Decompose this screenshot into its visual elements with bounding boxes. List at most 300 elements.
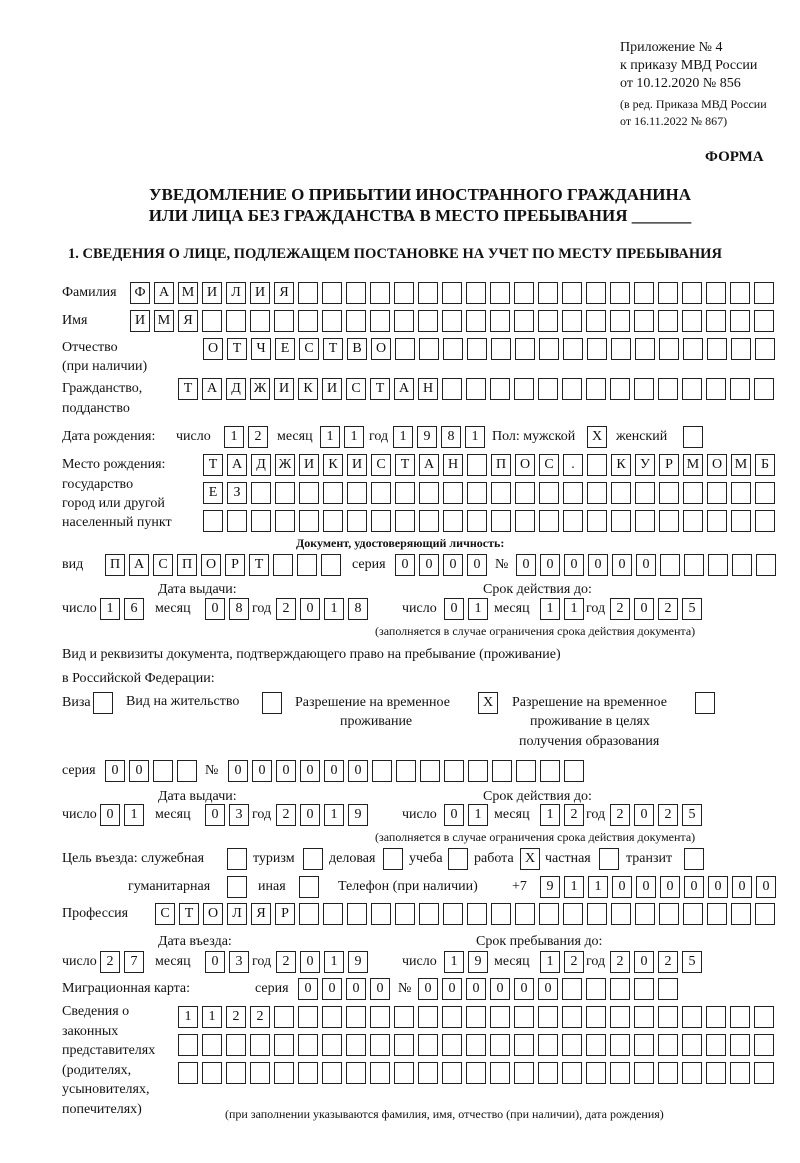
char-cell[interactable] — [754, 378, 774, 400]
char-cell[interactable]: 0 — [105, 760, 125, 782]
char-cell[interactable] — [755, 510, 775, 532]
char-cell[interactable]: 0 — [370, 978, 390, 1000]
char-cell[interactable]: З — [227, 482, 247, 504]
char-cell[interactable]: 1 — [468, 598, 488, 620]
char-cell[interactable] — [658, 1006, 678, 1028]
char-cell[interactable] — [514, 310, 534, 332]
char-cell[interactable] — [731, 510, 751, 532]
char-cell[interactable] — [586, 282, 606, 304]
char-cell[interactable] — [395, 338, 415, 360]
char-cell[interactable]: И — [130, 310, 150, 332]
char-cell[interactable]: 0 — [100, 804, 120, 826]
char-cell[interactable]: П — [177, 554, 197, 576]
char-cell[interactable] — [443, 510, 463, 532]
char-cell[interactable] — [275, 510, 295, 532]
char-cell[interactable] — [706, 310, 726, 332]
char-cell[interactable]: 0 — [467, 554, 487, 576]
char-cell[interactable]: 0 — [756, 876, 776, 898]
char-cell[interactable] — [227, 848, 247, 870]
char-cell[interactable]: С — [346, 378, 366, 400]
char-cell[interactable]: 0 — [514, 978, 534, 1000]
char-cell[interactable] — [395, 510, 415, 532]
char-cell[interactable] — [322, 1034, 342, 1056]
char-cell[interactable]: Н — [443, 454, 463, 476]
char-cell[interactable] — [492, 760, 512, 782]
char-cell[interactable]: 0 — [732, 876, 752, 898]
char-cell[interactable] — [610, 1062, 630, 1084]
char-cell[interactable]: Р — [659, 454, 679, 476]
char-cell[interactable] — [563, 510, 583, 532]
char-cell[interactable]: М — [154, 310, 174, 332]
char-cell[interactable] — [730, 1062, 750, 1084]
char-cell[interactable]: Ф — [130, 282, 150, 304]
char-cell[interactable] — [659, 510, 679, 532]
char-cell[interactable] — [587, 482, 607, 504]
char-cell[interactable]: 0 — [418, 978, 438, 1000]
char-cell[interactable] — [538, 1006, 558, 1028]
char-cell[interactable]: Е — [275, 338, 295, 360]
char-cell[interactable] — [562, 978, 582, 1000]
char-cell[interactable]: 2 — [250, 1006, 270, 1028]
char-cell[interactable]: С — [299, 338, 319, 360]
char-cell[interactable] — [442, 1006, 462, 1028]
char-cell[interactable]: 1 — [178, 1006, 198, 1028]
char-cell[interactable] — [178, 1062, 198, 1084]
char-cell[interactable]: Л — [227, 903, 247, 925]
char-cell[interactable] — [274, 1034, 294, 1056]
char-cell[interactable] — [538, 310, 558, 332]
char-cell[interactable]: Я — [251, 903, 271, 925]
char-cell[interactable] — [514, 282, 534, 304]
char-cell[interactable] — [731, 903, 751, 925]
char-cell[interactable] — [251, 482, 271, 504]
char-cell[interactable]: 0 — [205, 804, 225, 826]
char-cell[interactable]: П — [105, 554, 125, 576]
char-cell[interactable]: 0 — [300, 598, 320, 620]
char-cell[interactable] — [490, 378, 510, 400]
char-cell[interactable] — [610, 978, 630, 1000]
char-cell[interactable]: 0 — [634, 951, 654, 973]
char-cell[interactable]: X — [478, 692, 498, 714]
char-cell[interactable] — [274, 1062, 294, 1084]
char-cell[interactable] — [466, 1034, 486, 1056]
char-cell[interactable] — [635, 482, 655, 504]
char-cell[interactable] — [491, 338, 511, 360]
char-cell[interactable]: Ч — [251, 338, 271, 360]
char-cell[interactable] — [250, 1034, 270, 1056]
char-cell[interactable] — [658, 378, 678, 400]
char-cell[interactable] — [442, 282, 462, 304]
char-cell[interactable] — [418, 1062, 438, 1084]
char-cell[interactable]: 1 — [540, 804, 560, 826]
char-cell[interactable] — [323, 903, 343, 925]
char-cell[interactable] — [443, 903, 463, 925]
char-cell[interactable] — [563, 338, 583, 360]
char-cell[interactable] — [346, 1006, 366, 1028]
char-cell[interactable] — [658, 282, 678, 304]
char-cell[interactable] — [323, 510, 343, 532]
char-cell[interactable] — [250, 1062, 270, 1084]
char-cell[interactable]: С — [371, 454, 391, 476]
char-cell[interactable] — [418, 1006, 438, 1028]
char-cell[interactable]: Т — [203, 454, 223, 476]
char-cell[interactable] — [490, 310, 510, 332]
char-cell[interactable] — [634, 282, 654, 304]
char-cell[interactable] — [514, 1006, 534, 1028]
char-cell[interactable] — [706, 1006, 726, 1028]
char-cell[interactable] — [730, 310, 750, 332]
char-cell[interactable]: Р — [225, 554, 245, 576]
char-cell[interactable] — [682, 1062, 702, 1084]
char-cell[interactable] — [659, 482, 679, 504]
char-cell[interactable] — [442, 1062, 462, 1084]
char-cell[interactable] — [682, 378, 702, 400]
char-cell[interactable] — [707, 510, 727, 532]
char-cell[interactable]: 1 — [320, 426, 340, 448]
char-cell[interactable] — [683, 510, 703, 532]
char-cell[interactable] — [346, 1034, 366, 1056]
char-cell[interactable] — [299, 876, 319, 898]
char-cell[interactable] — [514, 1062, 534, 1084]
char-cell[interactable] — [706, 378, 726, 400]
char-cell[interactable] — [298, 1062, 318, 1084]
char-cell[interactable]: Т — [323, 338, 343, 360]
char-cell[interactable] — [538, 1034, 558, 1056]
char-cell[interactable]: 0 — [395, 554, 415, 576]
char-cell[interactable]: 0 — [228, 760, 248, 782]
char-cell[interactable]: 9 — [417, 426, 437, 448]
char-cell[interactable]: 0 — [298, 978, 318, 1000]
char-cell[interactable] — [658, 1034, 678, 1056]
char-cell[interactable]: 0 — [684, 876, 704, 898]
char-cell[interactable] — [491, 510, 511, 532]
char-cell[interactable] — [467, 903, 487, 925]
char-cell[interactable] — [274, 310, 294, 332]
char-cell[interactable] — [684, 848, 704, 870]
char-cell[interactable] — [659, 338, 679, 360]
char-cell[interactable] — [394, 282, 414, 304]
char-cell[interactable]: К — [298, 378, 318, 400]
char-cell[interactable]: 1 — [324, 804, 344, 826]
char-cell[interactable] — [298, 1006, 318, 1028]
char-cell[interactable] — [202, 1062, 222, 1084]
char-cell[interactable] — [586, 1062, 606, 1084]
char-cell[interactable]: Д — [251, 454, 271, 476]
char-cell[interactable] — [203, 510, 223, 532]
char-cell[interactable] — [153, 760, 173, 782]
char-cell[interactable] — [346, 310, 366, 332]
char-cell[interactable]: 5 — [682, 804, 702, 826]
char-cell[interactable] — [611, 903, 631, 925]
char-cell[interactable] — [610, 282, 630, 304]
char-cell[interactable] — [755, 903, 775, 925]
char-cell[interactable] — [420, 760, 440, 782]
char-cell[interactable] — [226, 1062, 246, 1084]
char-cell[interactable] — [731, 338, 751, 360]
char-cell[interactable]: Н — [418, 378, 438, 400]
char-cell[interactable]: 2 — [658, 598, 678, 620]
char-cell[interactable] — [394, 1034, 414, 1056]
char-cell[interactable]: Я — [178, 310, 198, 332]
char-cell[interactable]: 2 — [248, 426, 268, 448]
char-cell[interactable] — [394, 1062, 414, 1084]
char-cell[interactable]: В — [347, 338, 367, 360]
char-cell[interactable] — [564, 760, 584, 782]
char-cell[interactable]: О — [515, 454, 535, 476]
char-cell[interactable] — [275, 482, 295, 504]
char-cell[interactable] — [635, 903, 655, 925]
char-cell[interactable] — [442, 1034, 462, 1056]
char-cell[interactable]: О — [203, 903, 223, 925]
char-cell[interactable]: 5 — [682, 598, 702, 620]
char-cell[interactable] — [251, 510, 271, 532]
char-cell[interactable] — [658, 1062, 678, 1084]
char-cell[interactable] — [372, 760, 392, 782]
char-cell[interactable] — [539, 338, 559, 360]
char-cell[interactable] — [611, 482, 631, 504]
char-cell[interactable] — [682, 310, 702, 332]
char-cell[interactable] — [491, 482, 511, 504]
char-cell[interactable]: 1 — [393, 426, 413, 448]
char-cell[interactable] — [730, 1006, 750, 1028]
char-cell[interactable]: 1 — [444, 951, 464, 973]
char-cell[interactable] — [346, 282, 366, 304]
char-cell[interactable] — [634, 978, 654, 1000]
char-cell[interactable] — [599, 848, 619, 870]
char-cell[interactable] — [394, 310, 414, 332]
char-cell[interactable] — [322, 310, 342, 332]
char-cell[interactable] — [262, 692, 282, 714]
char-cell[interactable] — [322, 1062, 342, 1084]
char-cell[interactable] — [466, 282, 486, 304]
char-cell[interactable] — [538, 282, 558, 304]
char-cell[interactable] — [514, 378, 534, 400]
char-cell[interactable]: Л — [226, 282, 246, 304]
char-cell[interactable] — [418, 1034, 438, 1056]
char-cell[interactable] — [395, 482, 415, 504]
char-cell[interactable]: Т — [249, 554, 269, 576]
char-cell[interactable] — [298, 282, 318, 304]
char-cell[interactable] — [297, 554, 317, 576]
char-cell[interactable] — [515, 510, 535, 532]
char-cell[interactable]: О — [707, 454, 727, 476]
char-cell[interactable] — [684, 554, 704, 576]
char-cell[interactable] — [683, 426, 703, 448]
char-cell[interactable]: 0 — [252, 760, 272, 782]
char-cell[interactable] — [346, 1062, 366, 1084]
char-cell[interactable]: 7 — [124, 951, 144, 973]
char-cell[interactable] — [466, 1062, 486, 1084]
char-cell[interactable]: 0 — [419, 554, 439, 576]
char-cell[interactable] — [274, 1006, 294, 1028]
char-cell[interactable] — [683, 338, 703, 360]
char-cell[interactable]: 6 — [124, 598, 144, 620]
char-cell[interactable]: 0 — [205, 951, 225, 973]
char-cell[interactable] — [562, 1034, 582, 1056]
char-cell[interactable] — [370, 1006, 390, 1028]
char-cell[interactable] — [587, 338, 607, 360]
char-cell[interactable] — [299, 903, 319, 925]
char-cell[interactable]: 1 — [100, 598, 120, 620]
char-cell[interactable] — [468, 760, 488, 782]
char-cell[interactable]: А — [129, 554, 149, 576]
char-cell[interactable] — [756, 554, 776, 576]
char-cell[interactable]: Д — [226, 378, 246, 400]
char-cell[interactable] — [347, 903, 367, 925]
char-cell[interactable]: И — [299, 454, 319, 476]
char-cell[interactable]: 8 — [441, 426, 461, 448]
char-cell[interactable] — [250, 310, 270, 332]
char-cell[interactable] — [491, 903, 511, 925]
char-cell[interactable] — [562, 1062, 582, 1084]
char-cell[interactable]: 0 — [129, 760, 149, 782]
char-cell[interactable] — [298, 1034, 318, 1056]
char-cell[interactable]: 1 — [564, 598, 584, 620]
char-cell[interactable] — [610, 310, 630, 332]
char-cell[interactable] — [587, 903, 607, 925]
char-cell[interactable]: 1 — [564, 876, 584, 898]
char-cell[interactable] — [490, 1006, 510, 1028]
char-cell[interactable] — [706, 1034, 726, 1056]
char-cell[interactable]: Т — [395, 454, 415, 476]
char-cell[interactable]: И — [322, 378, 342, 400]
char-cell[interactable]: 1 — [540, 598, 560, 620]
char-cell[interactable] — [731, 482, 751, 504]
char-cell[interactable] — [706, 1062, 726, 1084]
char-cell[interactable]: М — [178, 282, 198, 304]
char-cell[interactable] — [370, 282, 390, 304]
char-cell[interactable]: 9 — [348, 804, 368, 826]
char-cell[interactable]: . — [563, 454, 583, 476]
char-cell[interactable]: Т — [370, 378, 390, 400]
char-cell[interactable] — [467, 338, 487, 360]
char-cell[interactable]: Ж — [250, 378, 270, 400]
char-cell[interactable] — [562, 1006, 582, 1028]
char-cell[interactable] — [467, 454, 487, 476]
char-cell[interactable] — [730, 378, 750, 400]
char-cell[interactable]: 1 — [324, 598, 344, 620]
char-cell[interactable]: 1 — [224, 426, 244, 448]
char-cell[interactable] — [395, 903, 415, 925]
char-cell[interactable]: Р — [275, 903, 295, 925]
char-cell[interactable]: У — [635, 454, 655, 476]
char-cell[interactable] — [515, 338, 535, 360]
char-cell[interactable] — [322, 282, 342, 304]
char-cell[interactable]: 9 — [468, 951, 488, 973]
char-cell[interactable] — [178, 1034, 198, 1056]
char-cell[interactable] — [755, 482, 775, 504]
char-cell[interactable] — [587, 454, 607, 476]
char-cell[interactable]: Я — [274, 282, 294, 304]
char-cell[interactable]: 0 — [348, 760, 368, 782]
char-cell[interactable]: 0 — [322, 978, 342, 1000]
char-cell[interactable]: О — [371, 338, 391, 360]
char-cell[interactable]: А — [394, 378, 414, 400]
char-cell[interactable]: 8 — [229, 598, 249, 620]
char-cell[interactable]: 9 — [348, 951, 368, 973]
char-cell[interactable] — [298, 310, 318, 332]
char-cell[interactable]: 0 — [636, 554, 656, 576]
char-cell[interactable]: К — [323, 454, 343, 476]
char-cell[interactable]: С — [155, 903, 175, 925]
char-cell[interactable] — [371, 510, 391, 532]
char-cell[interactable]: С — [153, 554, 173, 576]
char-cell[interactable] — [516, 760, 536, 782]
char-cell[interactable]: 1 — [540, 951, 560, 973]
char-cell[interactable] — [396, 760, 416, 782]
char-cell[interactable] — [540, 760, 560, 782]
char-cell[interactable] — [202, 1034, 222, 1056]
char-cell[interactable] — [466, 310, 486, 332]
char-cell[interactable]: 0 — [466, 978, 486, 1000]
char-cell[interactable] — [383, 848, 403, 870]
char-cell[interactable] — [444, 760, 464, 782]
char-cell[interactable]: 0 — [442, 978, 462, 1000]
char-cell[interactable] — [586, 1034, 606, 1056]
char-cell[interactable] — [418, 310, 438, 332]
char-cell[interactable] — [682, 1006, 702, 1028]
char-cell[interactable] — [754, 1034, 774, 1056]
char-cell[interactable]: 1 — [588, 876, 608, 898]
char-cell[interactable] — [347, 510, 367, 532]
char-cell[interactable]: О — [201, 554, 221, 576]
char-cell[interactable] — [610, 378, 630, 400]
char-cell[interactable]: А — [202, 378, 222, 400]
char-cell[interactable]: 0 — [444, 598, 464, 620]
char-cell[interactable] — [755, 338, 775, 360]
char-cell[interactable] — [634, 378, 654, 400]
char-cell[interactable] — [370, 1062, 390, 1084]
char-cell[interactable]: Т — [227, 338, 247, 360]
char-cell[interactable] — [448, 848, 468, 870]
char-cell[interactable] — [707, 903, 727, 925]
char-cell[interactable] — [708, 554, 728, 576]
char-cell[interactable]: 2 — [564, 804, 584, 826]
char-cell[interactable] — [586, 310, 606, 332]
char-cell[interactable] — [658, 310, 678, 332]
char-cell[interactable]: 2 — [658, 951, 678, 973]
char-cell[interactable]: 0 — [636, 876, 656, 898]
char-cell[interactable] — [706, 282, 726, 304]
char-cell[interactable]: 1 — [344, 426, 364, 448]
char-cell[interactable]: 2 — [226, 1006, 246, 1028]
char-cell[interactable]: 2 — [100, 951, 120, 973]
char-cell[interactable]: 0 — [516, 554, 536, 576]
char-cell[interactable]: И — [202, 282, 222, 304]
char-cell[interactable] — [754, 1006, 774, 1028]
char-cell[interactable]: 3 — [229, 951, 249, 973]
char-cell[interactable] — [754, 282, 774, 304]
char-cell[interactable]: Т — [179, 903, 199, 925]
char-cell[interactable] — [707, 482, 727, 504]
char-cell[interactable]: И — [347, 454, 367, 476]
char-cell[interactable] — [682, 1034, 702, 1056]
char-cell[interactable] — [273, 554, 293, 576]
char-cell[interactable]: 0 — [660, 876, 680, 898]
char-cell[interactable] — [394, 1006, 414, 1028]
char-cell[interactable] — [323, 482, 343, 504]
char-cell[interactable] — [227, 510, 247, 532]
char-cell[interactable] — [443, 338, 463, 360]
char-cell[interactable]: 0 — [300, 804, 320, 826]
char-cell[interactable] — [539, 903, 559, 925]
char-cell[interactable] — [754, 1062, 774, 1084]
char-cell[interactable]: 0 — [346, 978, 366, 1000]
char-cell[interactable] — [419, 510, 439, 532]
char-cell[interactable] — [226, 1034, 246, 1056]
char-cell[interactable]: А — [154, 282, 174, 304]
char-cell[interactable] — [611, 338, 631, 360]
